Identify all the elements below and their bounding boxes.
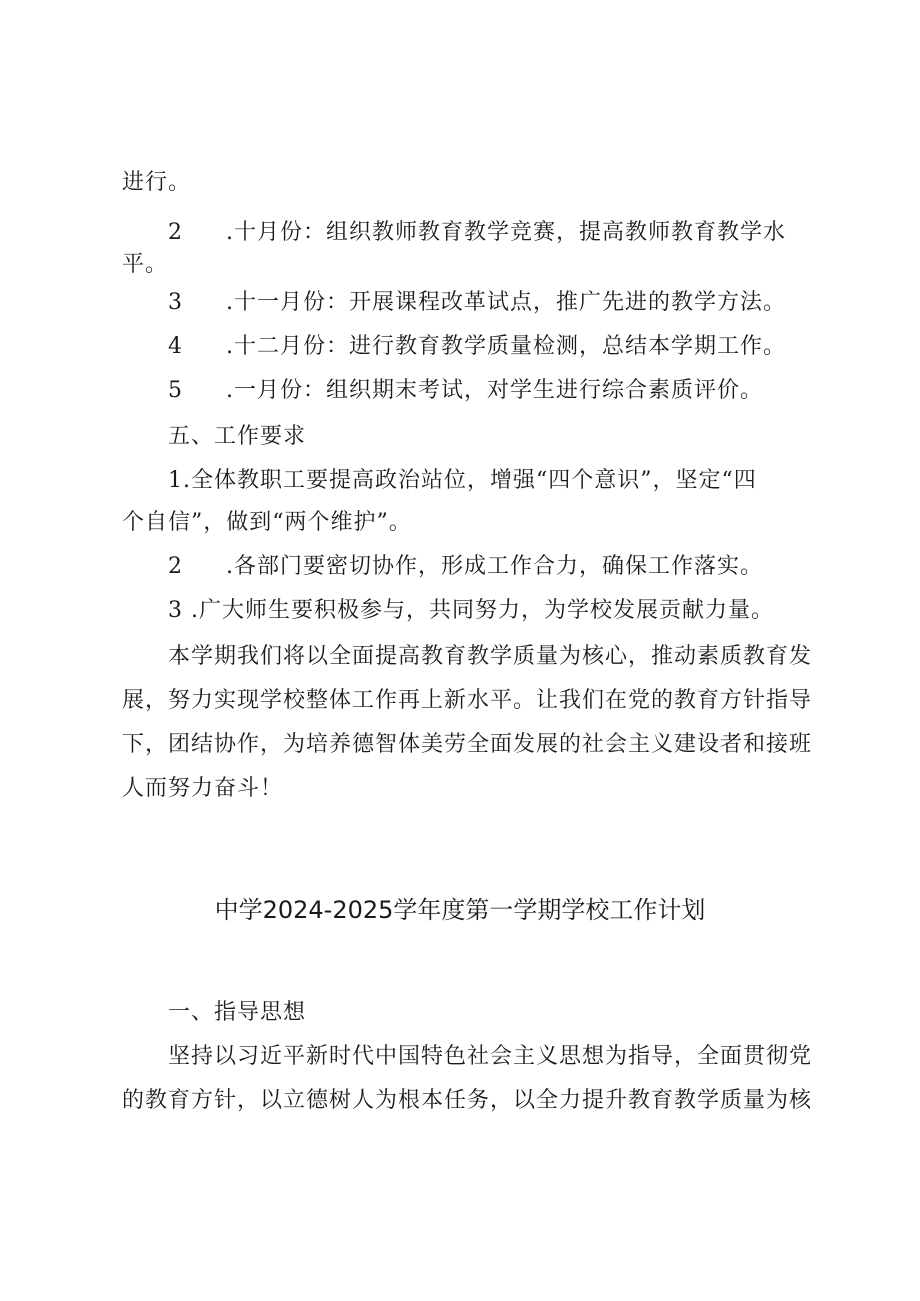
- paragraph-continuation: 进行。: [122, 170, 192, 195]
- schedule-item-3: [168, 287, 786, 319]
- schedule-item-2-line2: 平。: [122, 252, 169, 277]
- guiding-thought-line1: 坚持以习近平新时代中国特色社会主义思想为指导，全面贯彻党: [168, 1044, 813, 1069]
- schedule-item-number: 4: [168, 334, 183, 359]
- section-heading-requirements: 五、工作要求: [168, 424, 307, 449]
- requirement-number: 2: [168, 554, 183, 579]
- closing-paragraph-line3: 下，团结协作，为培养德智体美劳全面发展的社会主义建设者和接班: [122, 732, 813, 757]
- requirement-1-line2: 个自信”，做到“两个维护”。: [122, 510, 412, 535]
- closing-paragraph-line4: 人而努力奋斗！: [122, 776, 284, 801]
- schedule-item-4: [168, 331, 786, 363]
- closing-paragraph-line2: 展，努力实现学校整体工作再上新水平。让我们在党的教育方针指导: [122, 688, 813, 713]
- requirement-3: 3 .广大师生要积极参与，共同努力，为学校发展贡献力量。: [168, 598, 774, 623]
- schedule-item-text: .十月份：组织教师教育教学竞赛，提高教师教育教学水: [226, 220, 786, 245]
- schedule-item-text: .一月份：组织期末考试，对学生进行综合素质评价。: [226, 378, 763, 403]
- schedule-item-5: [168, 375, 763, 407]
- schedule-item-number: 2: [168, 220, 183, 245]
- schedule-item-text: .十二月份：进行教育教学质量检测，总结本学期工作。: [226, 334, 786, 359]
- section-heading-guiding-thought: 一、指导思想: [168, 1000, 307, 1025]
- requirement-2: [168, 551, 763, 583]
- requirement-text: .各部门要密切协作，形成工作合力，确保工作落实。: [226, 554, 763, 579]
- schedule-item-number: 5: [168, 378, 183, 403]
- guiding-thought-line2: 的教育方针，以立德树人为根本任务，以全力提升教育教学质量为核: [122, 1088, 813, 1113]
- schedule-item-2-line1: [168, 217, 786, 249]
- requirement-1-line1: 1.全体教职工要提高政治站位，增强“四个意识”，坚定“四: [168, 468, 757, 493]
- closing-paragraph-line1: 本学期我们将以全面提高教育教学质量为核心，推动素质教育发: [168, 644, 813, 669]
- schedule-item-number: 3: [168, 290, 183, 315]
- schedule-item-text: .十一月份：开展课程改革试点，推广先进的教学方法。: [226, 290, 786, 315]
- document-title: 中学2024-2025学年度第一学期学校工作计划: [214, 896, 706, 924]
